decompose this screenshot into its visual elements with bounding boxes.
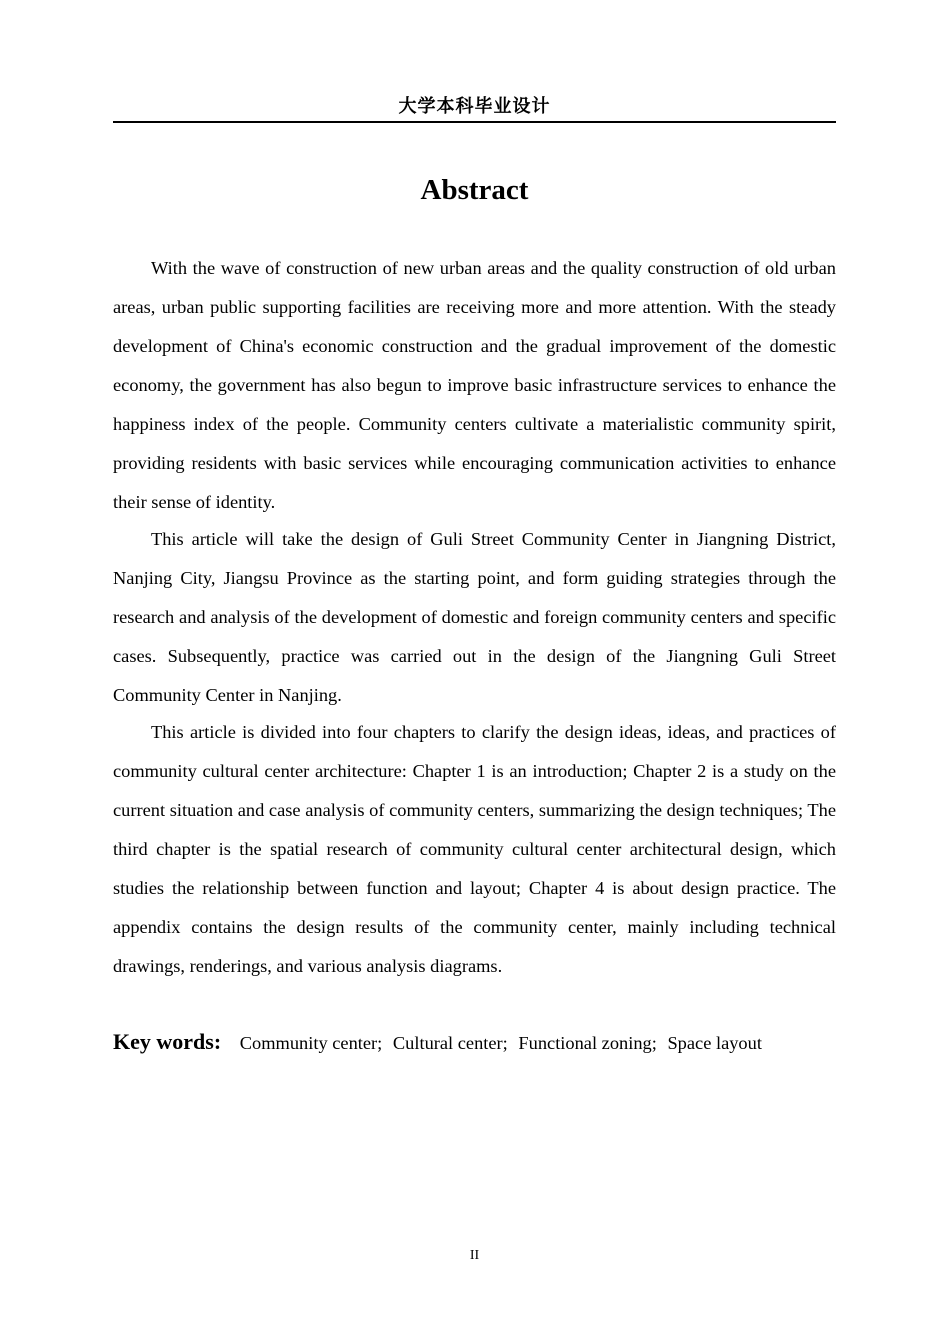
keyword-item: Cultural center; [392,1033,508,1053]
abstract-paragraph-2: This article will take the design of Guli Street Community Center in Jiangning District, Nanjing City, Jiangsu Province as the starting point, and form guiding strategies through the research and analysis of the development of domestic and foreign community centers and specific cases. Subsequently, practice was carried out in the design of the Jiangning Guli Street Community Center in Nanjing. [113,529,836,705]
page-number: II [469,1248,480,1263]
keyword-item: Functional zoning; [518,1033,657,1053]
abstract-paragraph-1: With the wave of construction of new urban areas and the quality construction of old urban areas, urban public supporting facilities are receiving more and more attention. With the steady development of China's economic construction and the gradual improvement of the domestic economy, the government has also begun to improve basic infrastructure services to enhance the happiness index of the people. Community centers cultivate a materialistic community spirit, providing residents with basic services while encouraging communication activities to enhance their sense of identity. [113,258,836,512]
keywords-label: Key words: [113,1029,222,1054]
keyword-item: Community center; [239,1033,383,1053]
keywords-line [113,1026,836,1059]
keyword-item: Space layout [667,1033,762,1053]
abstract-paragraph-3: This article is divided into four chapters to clarify the design ideas, ideas, and practices of community cultural center architecture: Chapter 1 is an introduction; Chapter 2 is a study on the current situation and case analysis of community centers, summarizing the design techniques; The third chapter is the spatial research of community cultural center architectural design, which studies the relationship between function and layout; Chapter 4 is about design practice. The appendix contains the design results of the community center, mainly including technical drawings, renderings, and various analysis diagrams. [113,722,836,976]
page-title: Abstract [420,174,529,206]
header-rule [113,121,836,123]
running-header: 大学本科毕业设计 [398,96,551,117]
abstract-body [113,249,836,984]
